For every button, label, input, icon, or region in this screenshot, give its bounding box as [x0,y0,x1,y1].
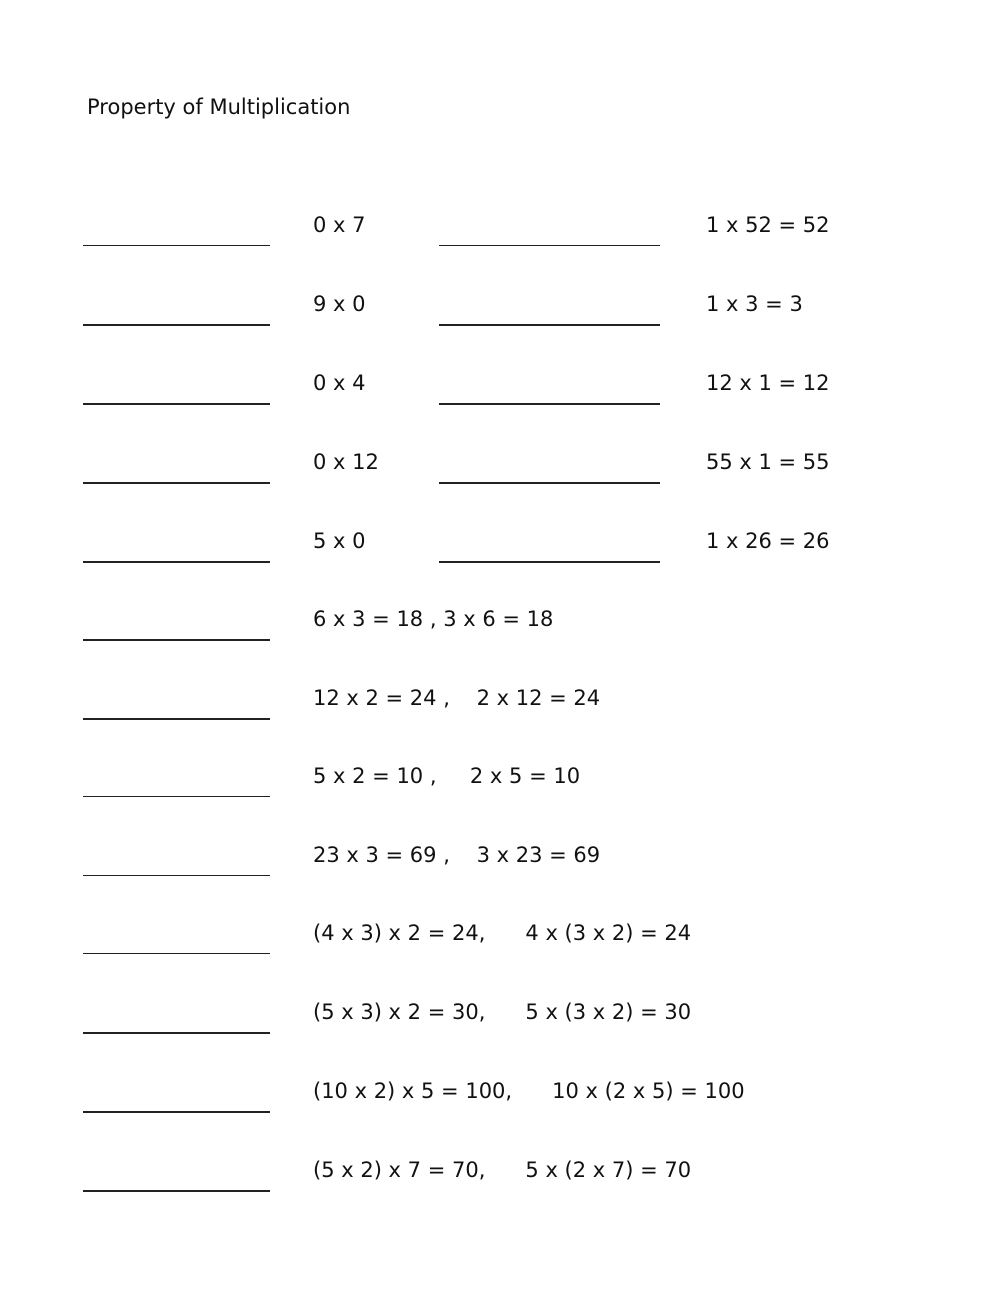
expression: 1 x 3 = 3 [706,292,803,316]
expression: 23 x 3 = 69 , 3 x 23 = 69 [313,843,601,867]
answer-blank[interactable] [83,324,270,326]
answer-blank[interactable] [439,403,660,405]
question-row [0,597,1000,657]
question-row [0,911,1000,971]
expression: (5 x 2) x 7 = 70, 5 x (2 x 7) = 70 [313,1158,692,1182]
question-row [0,1148,1000,1208]
answer-blank[interactable] [83,403,270,405]
answer-blank[interactable] [83,1111,270,1113]
expression: 12 x 1 = 12 [706,371,830,395]
answer-blank[interactable] [83,482,270,484]
question-row [0,282,1000,342]
answer-blank[interactable] [439,561,660,563]
answer-blank[interactable] [83,1032,270,1034]
expression: 5 x 0 [313,529,366,553]
worksheet-title: Property of Multiplication [87,95,351,119]
answer-blank[interactable] [83,1190,270,1192]
expression: 1 x 52 = 52 [706,213,830,237]
expression: 0 x 7 [313,213,366,237]
expression: (10 x 2) x 5 = 100, 10 x (2 x 5) = 100 [313,1079,745,1103]
question-row [0,519,1000,579]
expression: 0 x 12 [313,450,379,474]
answer-blank[interactable] [83,561,270,563]
answer-blank[interactable] [83,718,270,720]
answer-blank[interactable] [83,639,270,641]
expression: 12 x 2 = 24 , 2 x 12 = 24 [313,686,601,710]
question-row [0,1069,1000,1129]
expression: 5 x 2 = 10 , 2 x 5 = 10 [313,764,581,788]
question-row [0,833,1000,893]
answer-blank[interactable] [83,875,270,876]
question-row [0,440,1000,500]
question-row [0,990,1000,1050]
expression: 55 x 1 = 55 [706,450,830,474]
expression: 6 x 3 = 18 , 3 x 6 = 18 [313,607,554,631]
expression: 0 x 4 [313,371,366,395]
answer-blank[interactable] [83,796,270,797]
answer-blank[interactable] [83,245,270,246]
question-row [0,203,1000,263]
answer-blank[interactable] [439,482,660,484]
expression: (4 x 3) x 2 = 24, 4 x (3 x 2) = 24 [313,921,692,945]
answer-blank[interactable] [83,953,270,954]
question-row [0,676,1000,736]
answer-blank[interactable] [439,245,660,246]
question-row [0,361,1000,421]
question-row [0,754,1000,814]
answer-blank[interactable] [439,324,660,326]
expression: 9 x 0 [313,292,366,316]
expression: (5 x 3) x 2 = 30, 5 x (3 x 2) = 30 [313,1000,692,1024]
expression: 1 x 26 = 26 [706,529,830,553]
